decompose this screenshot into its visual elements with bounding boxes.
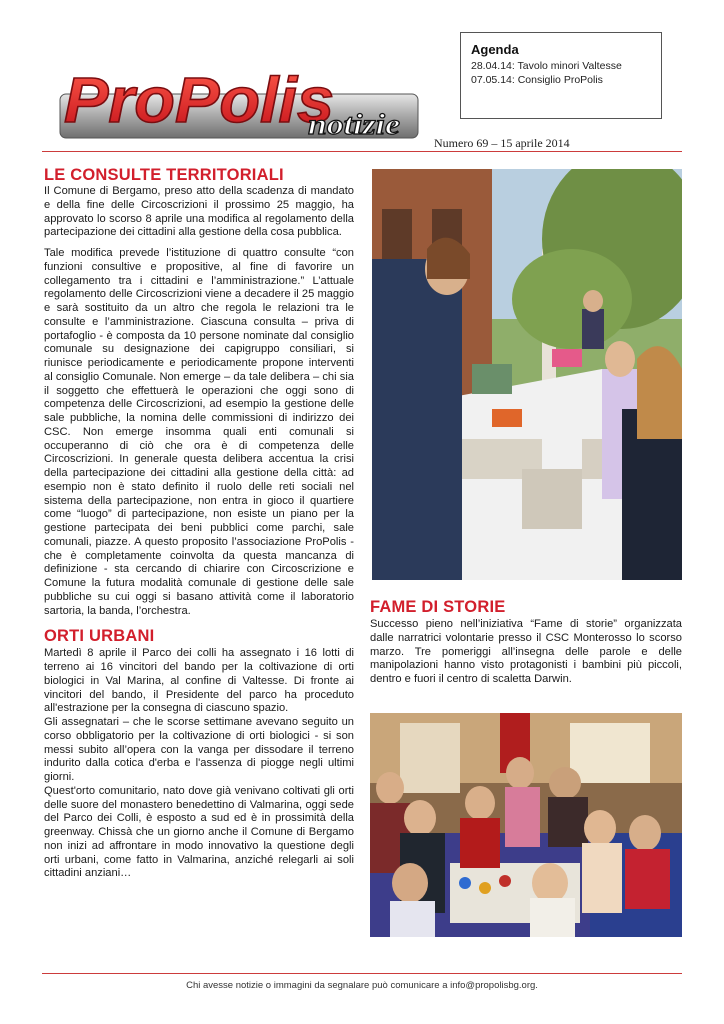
orti-paragraph: Martedì 8 aprile il Parco dei colli ha assegnato i 16 lotti di terreno ai 16 vincitori del bando per la coltivazione di orti biologici in Val Marina, al confine di Valtesse. Di fronte ai vincitori del bando, il Presidente del parco ha proceduto all'estrazione per la consegna di ciascuno spazio.: [44, 647, 354, 715]
issue-number: Numero 69 – 15 aprile 2014: [434, 136, 570, 150]
orti-paragraph: Quest'orto comunitario, nato dove già venivano coltivati gli orti delle suore del monastero benedettino di Valmarina, oggi sede del Parco dei Colli, è esposto a sud ed è in prossimità della greenway. Chissà che un giorno anche il Comune di Bergamo non inizi ad affrontare in modo innovativo la questione degli orti urbani, come fatto in Valmarina, anziché relegarli ai soli cittadini anziani…: [44, 784, 354, 880]
fame-title: FAME DI STORIE: [370, 598, 506, 616]
footer-divider: [42, 973, 682, 974]
event-photo-market-table: [372, 169, 682, 580]
logo-main-text: ProPolis: [64, 64, 334, 136]
agenda-title: Agenda: [471, 42, 519, 57]
agenda-box: [460, 32, 662, 119]
consulte-title: LE CONSULTE TERRITORIALI: [44, 166, 284, 184]
header-divider: [42, 151, 682, 152]
consulte-paragraph: Tale modifica prevede l’istituzione di quattro consulte “con funzioni consultive e propositive, al fine di favorire un collegamento tra i cittadini e l’amministrazione.” L’attuale regolamento delle Circoscrizioni viene a decadere il 25 maggio e sarà sostituito da un altro che regola le relazioni tra le consulte e l’amministrazione. Ciascuna consulta – priva di portafoglio - è composta da 10 persone nominate dal consiglio comunale su designazione dei capigruppo consiliari, si riunisce periodicamente e periodicamente propone interventi al consiglio Comunale. Non emerge – da tale delibera – chi sia il soggetto che effettuerà le operazioni che oggi sono di competenza delle Circoscrizioni, ad esempio la gestione delle sale pubbliche, la nomina delle commissioni di indirizzo dei CSC. Non emerge insomma quali enti comunali si occuperanno di ciò che ora è di competenza delle Circoscrizioni. In generale questa delibera accentua la crisi della partecipazione dei cittadini alla gestione della città: ad esempio non è stato definito il ruolo delle reti sociali nel sistema della partecipazione, non entra in gioco il quartiere come “luogo” di partecipazione, non esiste un piano per la gestione partecipata dei beni pubblici come parchi, sale comunali, piazze. A questo proposito l’associazione ProPolis - che è completamente coinvolta da questa mancanza di definizione - sta cercando di chiarire con Circoscrizione e Comune la futura modalità comunale di gestione delle sale pubbliche su cui oggi si basano attività come il laboratorio sartoria, la banda, l’orchestra.: [44, 247, 354, 617]
fame-paragraph: Successo pieno nell’iniziativa “Fame di storie” organizzata dalle narratrici volontarie presso il CSC Monterosso lo scorso marzo. Tre pomeriggi all’insegna delle parole e delle manipolazioni hanno visto protagonisti i bambini più piccoli, dentro e fuori il centro di scaletta Darwin.: [370, 618, 682, 685]
consulte-paragraph: Il Comune di Bergamo, preso atto della scadenza di mandato e della fine delle Circoscrizioni il prossimo 25 maggio, ha approvato lo scorso 8 aprile una modifica al regolamento della partecipazione dei cittadini alla gestione della cosa pubblica.: [44, 185, 354, 239]
orti-paragraph: Gli assegnatari – che le scorse settimane avevano seguito un corso obbligatorio per la coltivazione di orti biologici - si son messi subito all’opera con la vanga per dissodare il terreno indurito dalla cotica d'erba e l'assenza di piogge negli ultimi giorni.: [44, 716, 354, 783]
logo-sub-text: notizie: [308, 108, 400, 141]
right-column: [370, 598, 682, 687]
event-photo-children: [370, 713, 682, 937]
orti-title: ORTI URBANI: [44, 627, 155, 646]
agenda-item: 28.04.14: Tavolo minori Valtesse: [471, 60, 622, 72]
agenda-item: 07.05.14: Consiglio ProPolis: [471, 74, 603, 86]
propolis-logo: [58, 60, 423, 142]
left-column: [44, 166, 354, 881]
footer-note: Chi avesse notizie o immagini da segnalare può comunicare a info@propolisbg.org.: [186, 980, 538, 991]
